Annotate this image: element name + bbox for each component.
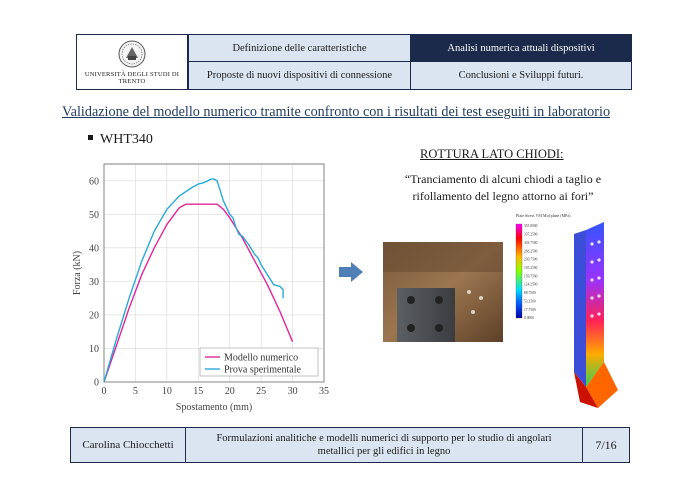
nav-analisi-numerica[interactable]: Analisi numerica attuali dispositivi <box>410 35 631 62</box>
university-name-line-1: UNIVERSITÀ DEGLI STUDI DI <box>84 71 180 78</box>
y-tick-label: 40 <box>89 243 99 255</box>
legend-label: Modello numerico <box>224 352 299 364</box>
y-tick-label: 30 <box>89 276 99 288</box>
fem-legend-value: 230.7500 <box>524 257 538 262</box>
y-tick-label: 20 <box>89 310 99 322</box>
footer-title-line-2: metallici per gli edifici in legno <box>317 446 451 457</box>
fem-legend-value: 159.7500 <box>524 274 538 279</box>
nav-definizione-caratteristiche[interactable]: Definizione delle caratteristiche <box>188 35 410 62</box>
force-displacement-chart <box>66 158 336 416</box>
nav-proposte-dispositivi[interactable]: Proposte di nuovi dispositivi di connessione <box>188 62 410 89</box>
fem-stress-plot <box>508 212 638 412</box>
fem-legend-title: Plate Stress VM Mid plane (MPa) <box>516 213 571 218</box>
bullet-label: WHT340 <box>100 132 153 147</box>
nav-conclusioni[interactable]: Conclusioni e Sviluppi futuri. <box>410 62 631 89</box>
fem-legend-value: 266.2500 <box>524 249 538 254</box>
fem-legend-value: 0.0000 <box>524 316 534 321</box>
university-name-line-2: TRENTO <box>118 78 146 85</box>
y-tick-label: 60 <box>89 176 99 188</box>
right-arrow-icon <box>339 262 363 282</box>
fem-legend-value: 53.2500 <box>524 299 536 304</box>
fem-legend-value: 337.2500 <box>524 232 538 237</box>
y-axis-label: Forza (kN) <box>72 250 83 296</box>
y-tick-label: 0 <box>94 377 99 389</box>
x-tick-label: 0 <box>101 386 107 397</box>
x-tick-label: 20 <box>224 386 235 397</box>
footer-thesis-title <box>186 428 583 462</box>
bullet-item <box>88 132 153 148</box>
x-tick-label: 35 <box>319 386 329 397</box>
y-tick-label: 50 <box>89 209 99 221</box>
fem-legend-value: 124.2500 <box>524 282 538 287</box>
specimen-photo <box>383 242 503 342</box>
y-tick-label: 10 <box>89 343 99 355</box>
legend-label: Prova sperimentale <box>224 364 301 376</box>
bullet-marker <box>88 135 93 140</box>
fem-legend-value: 301.7500 <box>524 240 538 245</box>
x-tick-label: 30 <box>287 386 298 397</box>
fem-legend-value: 17.7500 <box>524 307 536 312</box>
university-seal-icon <box>115 39 149 69</box>
header-bar <box>76 34 632 90</box>
university-logo <box>77 35 188 89</box>
x-tick-label: 10 <box>161 386 172 397</box>
failure-heading: ROTTURA LATO CHIODI: <box>420 147 564 161</box>
footer-title-line-1: Formulazioni analitiche e modelli numerici di supporto per lo studio di angolari <box>216 433 552 444</box>
footer-bar <box>70 427 630 463</box>
page-number: 7/16 <box>595 437 617 452</box>
university-name <box>85 71 179 85</box>
fem-legend-value: 355.0000 <box>524 224 538 229</box>
footer-author: Carolina Chiocchetti <box>71 428 186 462</box>
x-tick-label: 5 <box>132 386 138 397</box>
fem-legend-value: 88.7500 <box>524 291 536 296</box>
slide-title: Validazione del modello numerico tramite confronto con i risultati dei test eseguiti in laboratorio <box>62 104 611 120</box>
x-tick-label: 15 <box>193 386 204 397</box>
x-axis-label: Spostamento (mm) <box>175 402 253 413</box>
x-tick-label: 25 <box>256 386 267 397</box>
failure-description: “Tranciamento di alcuni chiodi a taglio e rifollamento del legno attorno ai fori” <box>404 172 602 203</box>
fem-legend-value: 195.2500 <box>524 266 538 271</box>
